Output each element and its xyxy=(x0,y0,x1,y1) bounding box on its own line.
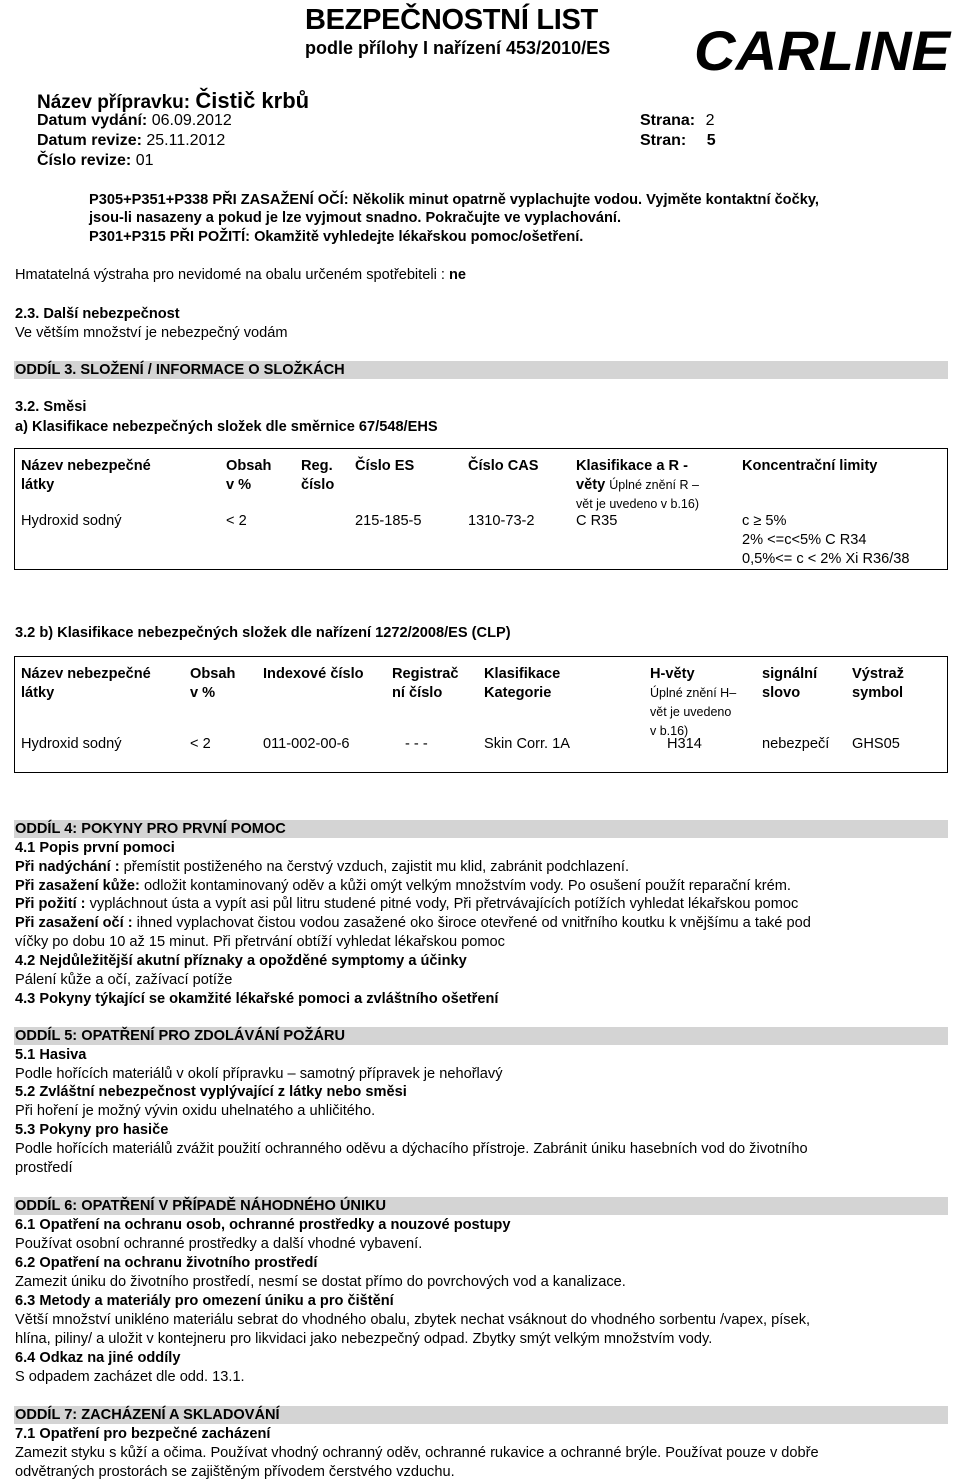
carline-logo xyxy=(692,20,954,80)
page-count xyxy=(640,132,716,150)
extinguishing-heading: 5.1 Hasiva xyxy=(15,1047,87,1063)
classification-b-heading: 3.2 b) Klasifikace nebezpečných složek dle nařízení 1272/2008/ES (CLP) xyxy=(15,625,511,641)
firefighters-text: Podle hořících materiálů zvážit použití ochranného oděvu a dýchacího přístroje. Zabránit úniku hasebních vod do životního xyxy=(15,1141,808,1157)
revision-date-label: Datum revize: xyxy=(37,132,142,149)
environmental-precautions-heading: 6.2 Opatření na ochranu životního prostředí xyxy=(15,1255,318,1271)
revision-date-value: 25.11.2012 xyxy=(146,132,226,149)
special-hazards-heading: 5.2 Zvláštní nebezpečnost vyplývající z látky nebo směsi xyxy=(15,1084,407,1100)
revision-number-label: Číslo revize: xyxy=(37,152,132,169)
section-7-header xyxy=(14,1406,948,1424)
personal-precautions-text: Používat osobní ochranné prostředky a další vhodné vybavení. xyxy=(15,1236,423,1252)
firefighters-heading: 5.3 Pokyny pro hasiče xyxy=(15,1122,169,1138)
symptoms-heading: 4.2 Nejdůležitější akutní příznaky a opožděné symptomy a účinky xyxy=(15,953,467,969)
other-hazards-heading: 2.3. Další nebezpečnost xyxy=(15,306,180,322)
table-a-row-es: 215-185-5 xyxy=(355,513,422,529)
first-aid-ingestion: Při požití : vypláchnout ústa a vypít asi půl litru studené pitné vody, Při přetrvávajících potížích vyhledat lékařskou pomoc xyxy=(15,896,799,912)
environmental-precautions-text: Zamezit úniku do životního prostředí, nesmí se dostat přímo do povrchových vod a kanalizace. xyxy=(15,1274,626,1290)
section-3-title: ODDÍL 3. SLOŽENÍ / INFORMACE O SLOŽKÁCH xyxy=(15,362,345,378)
table-a-header-class: Klasifikace a R - věty Úplné znění R – vět je uvedeno v b.16) xyxy=(576,458,699,511)
table-a-header-cas: Číslo CAS xyxy=(468,458,539,474)
table-a-row-cas: 1310-73-2 xyxy=(468,513,535,529)
product-name-line xyxy=(37,88,309,114)
table-b-header-reg: Registrač ní číslo xyxy=(392,666,459,701)
revision-number xyxy=(37,152,154,170)
first-aid-skin: Při zasažení kůže: odložit kontaminovaný oděv a kůži omýt velkým množstvím vody. Po osušení použít reparační krém. xyxy=(15,878,791,894)
section-6-header xyxy=(14,1197,948,1215)
product-label: Název přípravku: xyxy=(37,92,191,113)
first-aid-inhalation: Při nadýchání : přemístit postiženého na čerstvý vzduch, zajistit mu klid, zabránit podchlazení. xyxy=(15,859,630,875)
safe-handling-heading: 7.1 Opatření pro bezpečné zacházení xyxy=(15,1426,271,1442)
precaution-p305-cont: jsou-li nasazeny a pokud je lze vyjmout snadno. Pokračujte ve vyplachování. xyxy=(89,210,622,226)
section-3-header xyxy=(14,361,948,379)
product-name: Čistič krbů xyxy=(195,88,310,113)
revision-number-value: 01 xyxy=(135,152,154,169)
table-b-header-symbol: Výstraž symbol xyxy=(852,666,904,701)
table-b-row-name: Hydroxid sodný xyxy=(21,736,122,752)
table-a-header-content: Obsah v % xyxy=(226,458,272,493)
containment-text: Větší množství unikléno materiálu sebrat do vhodného obalu, zbytek nechat vsáknout do vhodného sorbentu /vapex, písek, xyxy=(15,1312,811,1328)
reference-heading: 6.4 Odkaz na jiné oddíly xyxy=(15,1350,181,1366)
reference-text: S odpadem zacházet dle odd. 13.1. xyxy=(15,1369,245,1385)
mixtures-heading: 3.2. Směsi xyxy=(15,399,87,415)
symptoms-text: Pálení kůže a očí, zažívací potíže xyxy=(15,972,233,988)
section-5-title: ODDÍL 5: OPATŘENÍ PRO ZDOLÁVÁNÍ POŽÁRU xyxy=(15,1028,345,1044)
table-a-header-es: Číslo ES xyxy=(355,458,415,474)
table-b-header-signal: signální slovo xyxy=(762,666,818,701)
personal-precautions-heading: 6.1 Opatření na ochranu osob, ochranné prostředky a nouzové postupy xyxy=(15,1217,511,1233)
page-number xyxy=(640,112,714,130)
page-number-value: 2 xyxy=(705,112,715,129)
document-subtitle: podle přílohy I nařízení 453/2010/ES xyxy=(305,38,611,58)
safe-handling-text-cont: odvětraných prostorách se zajištěným přívodem čerstvého vzduchu. xyxy=(15,1464,455,1480)
table-a-row-name: Hydroxid sodný xyxy=(21,513,122,529)
table-a-row-class: C R35 xyxy=(576,513,618,529)
special-hazards-text: Při hoření je možný vývin oxidu uhelnatého a uhličitého. xyxy=(15,1103,376,1119)
issue-date xyxy=(37,112,232,130)
section-7-title: ODDÍL 7: ZACHÁZENÍ A SKLADOVÁNÍ xyxy=(15,1407,280,1423)
page-count-value: 5 xyxy=(706,132,716,149)
medical-attention-heading: 4.3 Pokyny týkající se okamžité lékařské pomoci a zvláštního ošetření xyxy=(15,991,499,1007)
issue-date-label: Datum vydání: xyxy=(37,112,148,129)
classification-a-heading: a) Klasifikace nebezpečných složek dle směrnice 67/548/EHS xyxy=(15,419,438,435)
table-b-header-index: Indexové číslo xyxy=(263,666,364,682)
revision-date xyxy=(37,132,225,150)
table-b-header-h: H-věty Úplné znění H– vět je uvedeno v b.16) xyxy=(650,666,737,738)
tactile-warning xyxy=(15,266,466,285)
table-a-header-reg: Reg. číslo xyxy=(301,458,335,493)
table-a-header-name: Název nebezpečné látky xyxy=(21,458,151,493)
first-aid-heading: 4.1 Popis první pomoci xyxy=(15,840,175,856)
document-title: BEZPEČNOSTNÍ LIST xyxy=(305,4,598,36)
table-b-row-symbol: GHS05 xyxy=(852,736,900,752)
precaution-p301: P301+P315 PŘI POŽITÍ: Okamžitě vyhledejte lékařskou pomoc/ošetření. xyxy=(89,229,584,245)
table-b-row-h: H314 xyxy=(667,736,702,752)
table-b-row-index: 011-002-00-6 xyxy=(263,736,350,752)
section-4-header xyxy=(14,820,948,838)
table-b-header-class: Klasifikace Kategorie xyxy=(484,666,561,701)
precaution-p305: P305+P351+P338 PŘI ZASAŽENÍ OČÍ: Několik minut opatrně vyplachujte vodou. Vyjměte kontaktní čočky, xyxy=(89,192,819,208)
table-b-row-reg: - - - xyxy=(405,736,428,752)
section-6-title: ODDÍL 6: OPATŘENÍ V PŘÍPADĚ NÁHODNÉHO ÚNIKU xyxy=(15,1198,387,1214)
containment-heading: 6.3 Metody a materiály pro omezení úniku a pro čištění xyxy=(15,1293,394,1309)
table-b-row-class: Skin Corr. 1A xyxy=(484,736,570,752)
table-a-header-conc: Koncentrační limity xyxy=(742,458,878,474)
tactile-warning-text: Hmatatelná výstraha pro nevidomé na obalu určeném spotřebiteli : xyxy=(15,267,449,283)
first-aid-eyes-cont: víčky po dobu 10 až 15 minut. Při přetrvání obtíží vyhledat lékařskou pomoc xyxy=(15,934,505,950)
firefighters-text-cont: prostředí xyxy=(15,1160,73,1176)
tactile-warning-value: ne xyxy=(449,267,467,283)
table-b-row-content: < 2 xyxy=(190,736,211,752)
containment-text-cont: hlína, piliny/ a uložit v kontejneru pro likvidaci jako nebezpečný odpad. Zbytky smýt velkým množstvím vody. xyxy=(15,1331,713,1347)
composition-table-a xyxy=(14,448,948,570)
table-a-row-content: < 2 xyxy=(226,513,247,529)
extinguishing-text: Podle hořících materiálů v okolí přípravku – samotný přípravek je nehořlavý xyxy=(15,1066,503,1082)
section-4-title: ODDÍL 4: POKYNY PRO PRVNÍ POMOC xyxy=(15,821,286,837)
issue-date-value: 06.09.2012 xyxy=(151,112,232,129)
composition-table-b xyxy=(14,656,948,773)
table-b-header-name: Název nebezpečné látky xyxy=(21,666,151,701)
table-b-header-content: Obsah v % xyxy=(190,666,236,701)
table-a-row-conc: c ≥ 5% 2% <=c<5% C R34 0,5%<= c < 2% Xi R36/38 xyxy=(742,513,910,567)
section-5-header xyxy=(14,1027,948,1045)
page-count-label: Stran: xyxy=(640,132,687,149)
logo-text: CARLINE xyxy=(694,20,952,80)
first-aid-eyes: Při zasažení očí : ihned vyplachovat čistou vodou zasažené oko široce otevřené od vnitřního koutku k vnějšímu a také pod xyxy=(15,915,811,931)
other-hazards-text: Ve větším množství je nebezpečný vodám xyxy=(15,325,288,341)
safe-handling-text: Zamezit styku s kůží a očima. Používat vhodný ochranný oděv, ochranné rukavice a ochranné brýle. Používat pouze v dobře xyxy=(15,1445,819,1461)
table-b-row-signal: nebezpečí xyxy=(762,736,830,752)
page-number-label: Strana: xyxy=(640,112,696,129)
